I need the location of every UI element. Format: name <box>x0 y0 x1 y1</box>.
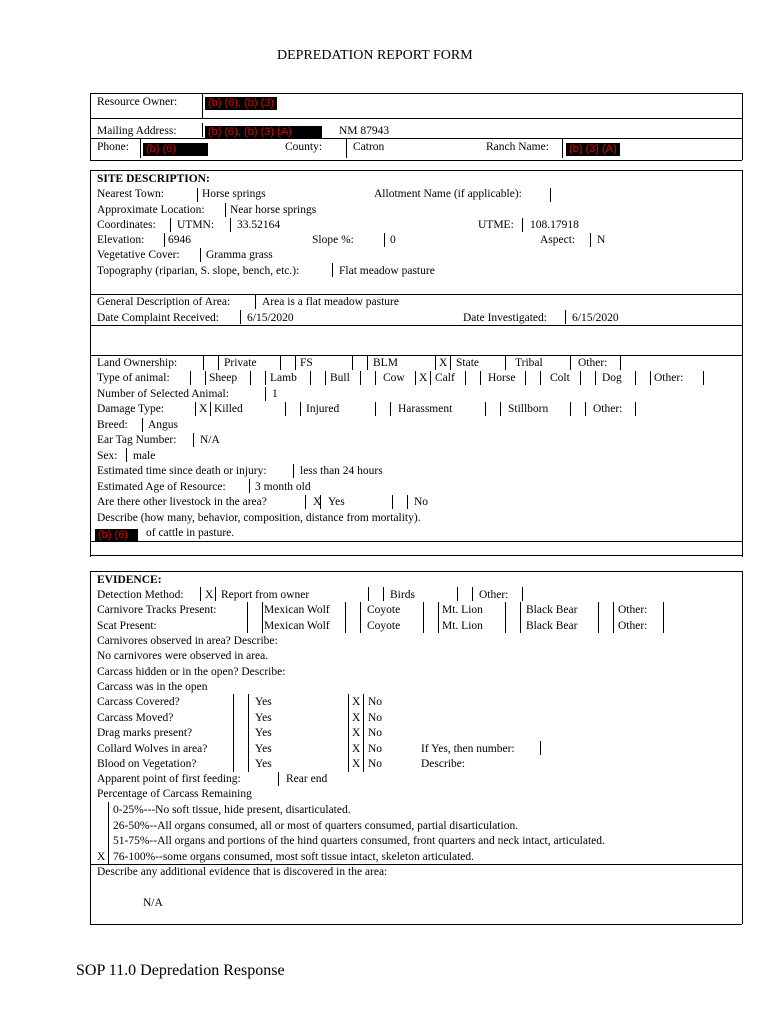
phone-redaction: (b) (6) <box>143 143 208 156</box>
yesno-mark: X <box>352 742 361 755</box>
other-livestock-label: Are there other livestock in the area? <box>97 496 267 508</box>
animal-dog: Dog <box>602 372 622 384</box>
utme-value: 108.17918 <box>530 219 579 231</box>
utmn-value: 33.52164 <box>237 219 281 231</box>
date-investigated-label: Date Investigated: <box>463 312 547 324</box>
scat-black-bear: Black Bear <box>526 620 578 632</box>
carcass-hidden-label: Carcass hidden or in the open? Describe: <box>97 666 286 678</box>
tracks-other: Other: <box>618 604 648 616</box>
est-time-label: Estimated time since death or injury: <box>97 465 267 477</box>
breed-label: Breed: <box>97 419 128 431</box>
allotment-label: Allotment Name (if applicable): <box>374 188 522 200</box>
first-feeding-value: Rear end <box>286 773 328 785</box>
yesno-no: No <box>368 727 383 739</box>
est-age-label: Estimated Age of Resource: <box>97 481 226 493</box>
land-ownership-label: Land Ownership: <box>97 357 178 369</box>
resource-owner-label: Resource Owner: <box>97 96 178 108</box>
detection-report: Report from owner <box>221 589 310 601</box>
ranch-name-label: Ranch Name: <box>486 141 549 153</box>
resource-owner-redaction: (b) (6), (b) (3) <box>205 97 277 110</box>
detection-birds: Birds <box>390 589 415 601</box>
slope-value: 0 <box>390 234 396 246</box>
mailing-state-zip: NM 87943 <box>339 125 390 137</box>
damage-killed-mark: X <box>199 403 208 415</box>
scat-mt-lion: Mt. Lion <box>442 620 483 632</box>
vegetative-cover-value: Gramma grass <box>206 249 273 261</box>
additional-evidence-value: N/A <box>143 897 163 909</box>
aspect-value: N <box>597 234 606 246</box>
yesno-no: No <box>368 711 383 724</box>
topography-label: Topography (riparian, S. slope, bench, etc.): <box>97 265 300 277</box>
describe-livestock-text: of cattle in pasture. <box>146 527 235 539</box>
ear-tag-value: N/A <box>200 434 220 446</box>
carnivores-observed-value: No carnivores were observed in area. <box>97 650 269 662</box>
land-other: Other: <box>578 357 608 369</box>
animal-horse: Horse <box>488 372 516 384</box>
land-tribal: Tribal <box>515 357 543 369</box>
sex-value: male <box>133 450 156 462</box>
county-label: County: <box>285 141 323 153</box>
yesno-extra: Describe: <box>421 758 466 770</box>
animal-calf-mark: X <box>419 372 428 384</box>
animal-cow: Cow <box>383 372 405 384</box>
additional-evidence-label: Describe any additional evidence that is discovered in the area: <box>97 866 388 878</box>
other-livestock-yes: Yes <box>328 496 345 508</box>
form-title: DEPREDATION REPORT FORM <box>277 48 473 63</box>
describe-livestock-label: Describe (how many, behavior, composition, distance from mortality). <box>97 512 421 524</box>
utmn-label: UTMN: <box>177 219 215 231</box>
phone-label: Phone: <box>97 141 129 153</box>
tracks-black-bear: Black Bear <box>526 604 578 616</box>
elevation-label: Elevation: <box>97 234 145 246</box>
approx-location-value: Near horse springs <box>230 204 317 216</box>
damage-other: Other: <box>593 403 623 415</box>
num-animal-value: 1 <box>272 388 278 400</box>
footer-sop: SOP 11.0 Depredation Response <box>76 962 285 979</box>
damage-harassment: Harassment <box>398 403 453 415</box>
other-livestock-yes-mark: X <box>313 496 322 508</box>
tracks-coyote: Coyote <box>367 604 401 616</box>
utme-label: UTME: <box>478 219 514 231</box>
scat-mexican-wolf: Mexican Wolf <box>264 620 330 632</box>
yesno-yes: Yes <box>255 758 272 770</box>
date-complaint-label: Date Complaint Received: <box>97 312 219 324</box>
yesno-label: Drag marks present? <box>97 727 193 739</box>
topography-value: Flat meadow pasture <box>339 265 435 277</box>
yesno-mark: X <box>352 711 361 724</box>
elevation-value: 6946 <box>168 234 191 246</box>
detection-other: Other: <box>479 589 509 601</box>
yesno-yes: Yes <box>255 711 272 724</box>
mailing-address-label: Mailing Address: <box>97 125 177 137</box>
damage-type-label: Damage Type: <box>97 403 165 415</box>
damage-injured: Injured <box>306 403 340 415</box>
land-state-mark: X <box>439 357 448 369</box>
date-investigated-value: 6/15/2020 <box>572 312 619 324</box>
general-description-label: General Description of Area: <box>97 296 231 308</box>
sex-label: Sex: <box>97 450 118 462</box>
detection-report-mark: X <box>205 589 214 601</box>
mailing-address-redaction: (b) (6), (b) (3) (A) <box>205 126 322 139</box>
yesno-mark: X <box>352 758 361 770</box>
describe-livestock-redaction: (b) (6) <box>95 529 138 542</box>
yesno-mark: X <box>352 727 361 739</box>
aspect-label: Aspect: <box>540 234 576 246</box>
yesno-no: No <box>368 758 383 770</box>
est-time-value: less than 24 hours <box>300 465 383 477</box>
coordinates-label: Coordinates: <box>97 219 156 231</box>
carnivores-observed-label: Carnivores observed in area? Describe: <box>97 635 278 647</box>
animal-colt: Colt <box>550 372 570 384</box>
est-age-value: 3 month old <box>255 481 311 493</box>
approx-location-label: Approximate Location: <box>97 204 205 216</box>
scat-coyote: Coyote <box>367 620 401 632</box>
tracks-label: Carnivore Tracks Present: <box>97 604 217 616</box>
land-private: Private <box>224 357 257 369</box>
slope-label: Slope %: <box>312 234 354 246</box>
percentage-label: Percentage of Carcass Remaining <box>97 788 252 800</box>
yesno-no: No <box>368 742 383 755</box>
percentage-option: 76-100%--some organs consumed, most soft tissue intact, skeleton articulated. <box>113 850 475 863</box>
percentage-option: 26-50%--All organs consumed, all or most of quarters consumed, partial disarticulation. <box>113 819 519 832</box>
vegetative-cover-label: Vegetative Cover: <box>97 249 180 261</box>
nearest-town-value: Horse springs <box>202 188 266 200</box>
animal-other: Other: <box>654 372 684 384</box>
damage-stillborn: Stillborn <box>508 403 549 415</box>
yesno-no: No <box>368 696 383 708</box>
yesno-label: Collard Wolves in area? <box>97 742 208 755</box>
yesno-mark: X <box>352 696 361 708</box>
ear-tag-label: Ear Tag Number: <box>97 434 177 446</box>
detection-method-label: Detection Method: <box>97 589 184 601</box>
animal-bull: Bull <box>330 372 350 384</box>
carcass-hidden-value: Carcass was in the open <box>97 681 208 693</box>
land-fs: FS <box>300 357 313 369</box>
first-feeding-label: Apparent point of first feeding: <box>97 773 241 785</box>
yesno-label: Blood on Vegetation? <box>97 758 197 770</box>
scat-other: Other: <box>618 620 648 632</box>
animal-sheep: Sheep <box>209 372 238 384</box>
tracks-mexican-wolf: Mexican Wolf <box>264 604 330 616</box>
breed-value: Angus <box>148 419 179 431</box>
damage-killed: Killed <box>214 403 243 415</box>
yesno-label: Carcass Moved? <box>97 711 174 724</box>
general-description-value: Area is a flat meadow pasture <box>262 296 399 308</box>
nearest-town-label: Nearest Town: <box>97 188 165 200</box>
percentage-option: 0-25%---No soft tissue, hide present, disarticulated. <box>113 804 351 816</box>
yesno-extra: If Yes, then number: <box>421 742 515 755</box>
evidence-heading: EVIDENCE: <box>97 574 162 586</box>
land-blm: BLM <box>373 357 398 369</box>
percentage-mark: X <box>97 850 106 863</box>
percentage-option: 51-75%--All organs and portions of the hind quarters consumed, front quarters and neck intact, articulated. <box>113 835 605 847</box>
yesno-yes: Yes <box>255 742 272 755</box>
scat-label: Scat Present: <box>97 620 157 632</box>
date-complaint-value: 6/15/2020 <box>247 312 294 324</box>
county-value: Catron <box>353 141 385 153</box>
site-heading: SITE DESCRIPTION: <box>97 173 210 185</box>
num-animal-label: Number of Selected Animal: <box>97 388 229 400</box>
ranch-name-redaction: (b) (3) (A) <box>566 143 620 156</box>
type-animal-label: Type of animal: <box>97 372 170 384</box>
animal-calf: Calf <box>435 372 455 384</box>
animal-lamb: Lamb <box>270 372 297 384</box>
land-state: State <box>456 357 479 369</box>
other-livestock-no: No <box>414 496 429 508</box>
yesno-yes: Yes <box>255 696 272 708</box>
tracks-mt-lion: Mt. Lion <box>442 604 483 616</box>
yesno-label: Carcass Covered? <box>97 696 180 708</box>
yesno-yes: Yes <box>255 727 272 739</box>
